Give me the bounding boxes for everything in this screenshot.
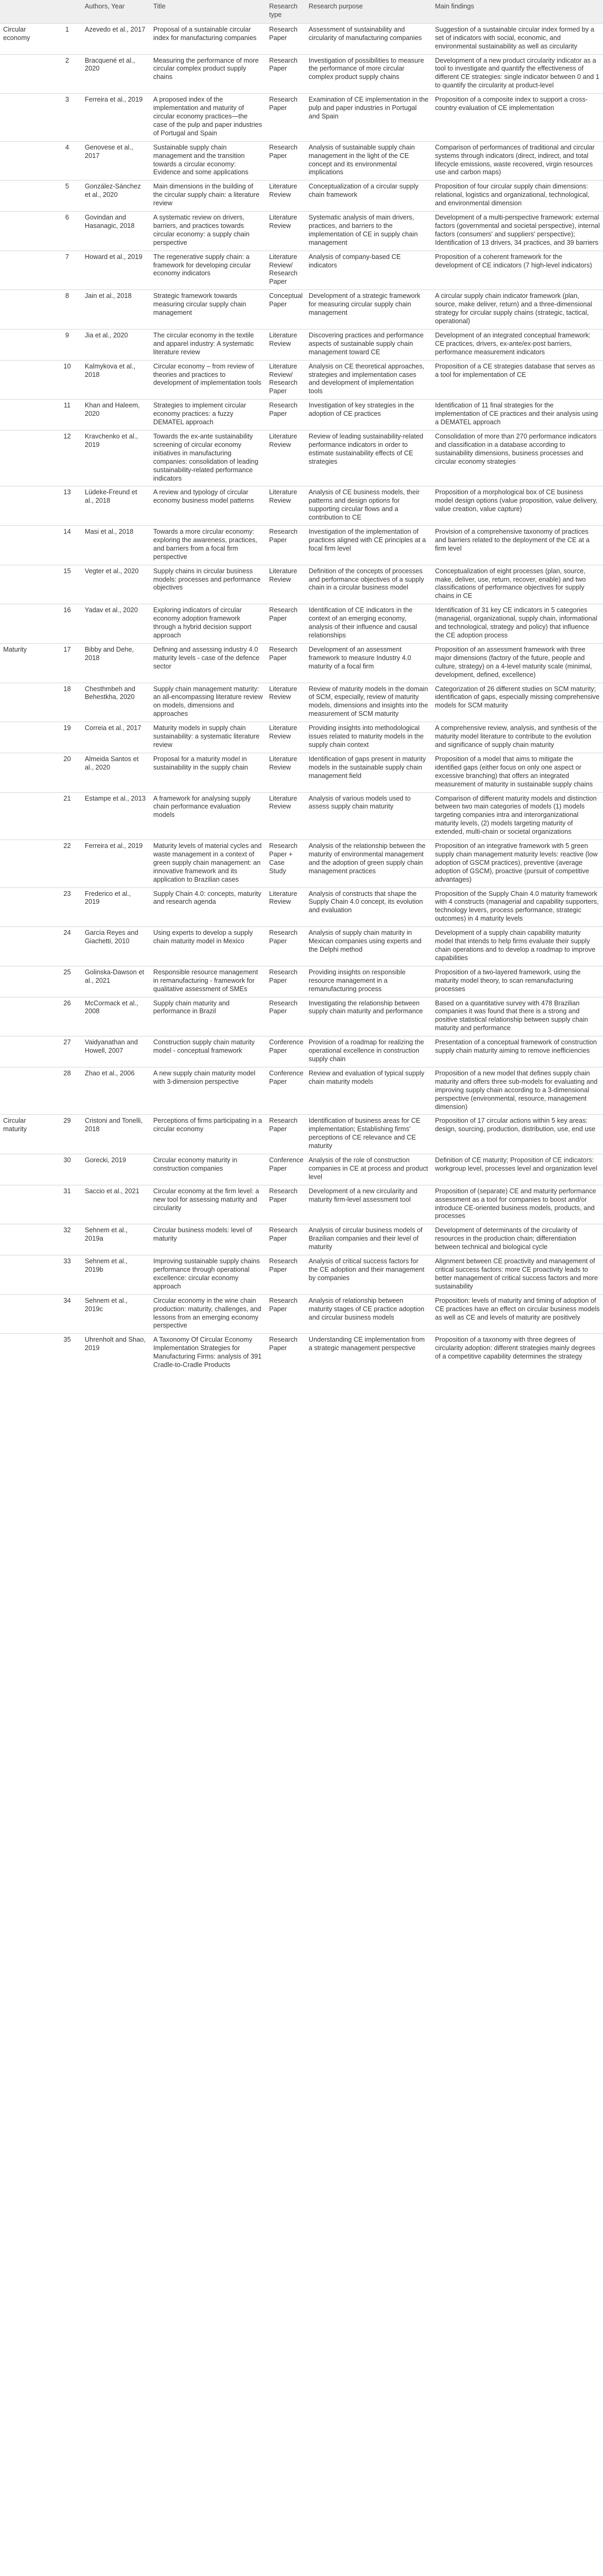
cell-research-purpose: Investigation of possibilities to measure the performance of more circular complex product supply chains	[309, 56, 424, 81]
cell-research-type: Literature Review	[269, 794, 298, 811]
table-row	[0, 181, 603, 212]
cell-authors-year: Zhao et al., 2006	[85, 1069, 135, 1077]
cell-title: The circular economy in the textile and apparel industry: A systematic literature review	[153, 331, 254, 356]
cell-main-findings: Definition of CE maturity; Proposition of CE indicators: workgroup level, processes level and organization level	[435, 1156, 598, 1172]
table-row	[0, 1067, 603, 1115]
cell-authors-year: McCormack et al., 2008	[85, 999, 139, 1015]
table-row	[0, 54, 603, 94]
cell-main-findings: Proposition of an integrative framework with 5 green supply chain management maturity levels: reactive (low adoption of GSCM practices), preventive (average adoption of GSCM), proactive (pursuit of competitive advantages)	[435, 842, 598, 883]
cell-authors-year: Kalmykova et al., 2018	[85, 362, 135, 378]
group-label	[0, 329, 53, 360]
cell-main-findings: Proposition of a morphological box of CE business model design options (value proposition, value delivery, value creation, value capture)	[435, 488, 598, 513]
cell-research-purpose: Analysis of sustainable supply chain management in the light of the CE concept and its environmental implications	[309, 143, 415, 176]
cell-title: Circular economy in the wine chain production: maturity, challenges, and lessons from an emerging economy perspective	[153, 1296, 261, 1330]
cell-main-findings: Suggestion of a sustainable circular index formed by a set of indicators with social, economic, and environmental sustainability as well as circularity	[435, 25, 595, 50]
cell-research-type: Literature Review	[269, 214, 298, 229]
group-label	[0, 722, 53, 753]
cell-research-purpose: Analysis on CE theoretical approaches, strategies and implementation cases and development of implementation tools	[309, 362, 424, 395]
cell-authors-year: Cristoni and Tonelli, 2018	[85, 1117, 143, 1133]
cell-title: Circular business models: level of maturity	[153, 1226, 252, 1243]
group-label	[0, 1294, 53, 1334]
cell-main-findings: Comparison of performances of traditional and circular systems through indicators (direct, indirect, and total lifecycle emissions, waste recovered, virgin resources use and carbon maps)	[435, 143, 595, 176]
cell-authors-year: Sehnem et al., 2019b	[85, 1257, 128, 1273]
table-row	[0, 966, 603, 997]
cell-authors-year: Khan and Haleem, 2020	[85, 402, 140, 418]
cell-authors-year: Sehnem et al., 2019a	[85, 1226, 128, 1243]
header-title: Title	[150, 0, 266, 23]
group-label	[0, 141, 53, 181]
cell-title: Sustainable supply chain management and the transition towards a circular economy: Evidence and some applications	[153, 143, 249, 176]
cell-number: 28	[63, 1069, 71, 1077]
cell-title: Supply chains in circular business models: processes and performance objectives	[153, 567, 261, 592]
cell-authors-year: Jain et al., 2018	[85, 292, 132, 300]
cell-number: 19	[63, 724, 71, 732]
cell-authors-year: Genovese et al., 2017	[85, 143, 133, 159]
group-label	[0, 927, 53, 966]
group-label	[0, 966, 53, 997]
cell-main-findings: Proposition of the Supply Chain 4.0 maturity framework with 4 constructs (managerial and capability supporters, technology levers, process performance, strategic outcomes) in 4 maturity levels	[435, 890, 599, 923]
cell-number: 12	[63, 432, 71, 440]
cell-research-type: Literature Review	[269, 432, 298, 448]
cell-title: Towards a more circular economy: exploring the awareness, practices, and barriers from a focal firm perspective	[153, 528, 258, 561]
cell-number: 7	[65, 253, 69, 261]
cell-title: Supply chain maturity and performance in Brazil	[153, 999, 230, 1015]
group-label	[0, 683, 53, 722]
table-row	[0, 1154, 603, 1185]
table-row	[0, 526, 603, 565]
cell-research-purpose: Analysis of relationship between maturity stages of CE practice adoption and circular business models	[309, 1296, 424, 1321]
cell-title: Strategies to implement circular economy practices: a fuzzy DEMATEL approach	[153, 402, 246, 426]
cell-main-findings: Development of a new product circularity indicator as a tool to investigate and quantify the effectiveness of different CE strategies: single indicator between 0 and 1 to quantify the circularity at product-level	[435, 56, 600, 89]
cell-number: 16	[63, 606, 71, 614]
cell-research-purpose: Provision of a roadmap for realizing the operational excellence in construction supply chain	[309, 1039, 424, 1063]
cell-research-type: Research Paper	[269, 1336, 298, 1352]
cell-research-purpose: Analysis of various models used to assess supply chain maturity	[309, 794, 411, 811]
table-row	[0, 1185, 603, 1224]
group-label	[0, 1185, 53, 1224]
cell-research-purpose: Analysis of constructs that shape the Supply Chain 4.0 concept, its evolution and evaluation	[309, 890, 423, 914]
group-label	[0, 212, 53, 251]
table-row	[0, 329, 603, 360]
cell-main-findings: Development of a multi-perspective framework: external factors (governmental and societal perspective), internal factors (consumers' and suppliers' perspective); Identification of 13 drivers, 34 practices, and 39 barriers	[435, 214, 600, 246]
table-row	[0, 1115, 603, 1154]
cell-main-findings: Proposition of a taxonomy with three degrees of circularity adoption: different strategies mainly degrees of a competitive capability determines the strategy	[435, 1336, 596, 1361]
group-label	[0, 94, 53, 142]
cell-authors-year: Howard et al., 2019	[85, 253, 143, 261]
cell-title: Circular economy – from review of theories and practices to development of implementation tools	[153, 362, 262, 387]
cell-research-purpose: Investigation of key strategies in the adoption of CE practices	[309, 402, 414, 418]
cell-title: Construction supply chain maturity model - conceptual framework	[153, 1039, 255, 1055]
header-research-purpose: Research purpose	[305, 0, 432, 23]
cell-main-findings: Proposition of a model that aims to mitigate the identified gaps (either focus on only one aspect or excessive branching) that offers an integrated measurement of maturity in sustainable supply chains	[435, 755, 593, 788]
cell-research-purpose: Examination of CE implementation in the pulp and paper industries in Portugal and Spain	[309, 96, 429, 120]
cell-research-type: Research Paper	[269, 1187, 298, 1203]
cell-research-type: Research Paper	[269, 1296, 298, 1313]
table-row	[0, 753, 603, 792]
cell-research-purpose: Analysis of CE business models, their patterns and design options for supporting circular flows and a contribution to CE	[309, 488, 420, 522]
cell-authors-year: Govindan and Hasanagic, 2018	[85, 214, 135, 229]
cell-authors-year: Ferreira et al., 2019	[85, 96, 143, 104]
table-row	[0, 643, 603, 683]
cell-main-findings: Conceptualization of eight processes (plan, source, make, deliver, use, return, recover, enable) and two classifications of performance objectives for supply chains in CE	[435, 567, 586, 600]
cell-number: 22	[63, 842, 71, 850]
group-label	[0, 430, 53, 486]
header-number	[53, 0, 82, 23]
group-label: Maturity	[3, 645, 27, 653]
cell-research-purpose: Discovering practices and performance aspects of sustainable supply chain management toward CE	[309, 331, 424, 356]
cell-authors-year: Yadav et al., 2020	[85, 606, 138, 614]
header-row	[0, 0, 603, 23]
group-label	[0, 1255, 53, 1295]
table-row	[0, 94, 603, 142]
cell-research-type: Research Paper	[269, 96, 298, 112]
group-label	[0, 360, 53, 400]
cell-authors-year: Estampe et al., 2013	[85, 794, 146, 802]
group-label	[0, 1334, 53, 1373]
cell-authors-year: Chesthmbeh and Behestkha, 2020	[85, 685, 135, 701]
cell-research-purpose: Analysis of the relationship between the maturity of environmental management and the adoption of green supply chain management practices	[309, 842, 426, 875]
cell-research-purpose: Identification of business areas for CE implementation; Establishing firms' perceptions of CE relevance and CE maturity	[309, 1117, 421, 1150]
cell-number: 10	[63, 362, 71, 370]
cell-main-findings: A comprehensive review, analysis, and synthesis of the maturity model literature to contribute to the evolution and significance of supply chain maturity	[435, 724, 597, 748]
cell-research-purpose: Review and evaluation of typical supply chain maturity models	[309, 1069, 424, 1085]
table-header	[0, 0, 603, 23]
cell-research-purpose: Identification of CE indicators in the context of an emerging economy, analysis of their influence and causal relationships	[309, 606, 417, 639]
cell-research-type: Research Paper	[269, 1117, 298, 1133]
cell-authors-year: Kravchenko et al., 2019	[85, 432, 138, 448]
cell-main-findings: Alignment between CE proactivity and management of critical success factors: more CE proactivity leads to better management of critical success factors and more sustainability	[435, 1257, 598, 1290]
group-label	[0, 486, 53, 526]
cell-research-type: Research Paper	[269, 528, 298, 544]
table-body	[0, 23, 603, 1373]
cell-research-type: Research Paper	[269, 999, 298, 1015]
cell-research-purpose: Analysis of critical success factors for the CE adoption and their management by companies	[309, 1257, 424, 1282]
cell-authors-year: Almeida Santos et al., 2020	[85, 755, 139, 771]
cell-research-type: Research Paper	[269, 1257, 298, 1273]
cell-main-findings: Presentation of a conceptual framework of construction supply chain maturity aiming to remove inefficiencies	[435, 1039, 597, 1055]
cell-research-type: Research Paper	[269, 402, 298, 418]
table-row	[0, 1334, 603, 1373]
cell-number: 14	[63, 528, 71, 536]
cell-research-type: Conference Paper	[269, 1039, 304, 1055]
cell-main-findings: Based on a quantitative survey with 478 Brazilian companies it was found that there is a strong and positive statistical relationship between supply chain maturity and performance	[435, 999, 588, 1032]
cell-title: Maturity levels of material cycles and waste management in a context of green supply chain management: an innovative framework and its application to Brazilian cases	[153, 842, 262, 883]
cell-title: Proposal for a maturity model in sustainability in the supply chain	[153, 755, 248, 771]
cell-number: 4	[65, 143, 69, 151]
group-label	[0, 840, 53, 888]
table-row	[0, 722, 603, 753]
cell-research-type: Conceptual Paper	[269, 292, 303, 308]
cell-number: 23	[63, 890, 71, 897]
cell-number: 13	[63, 488, 71, 496]
cell-main-findings: Proposition of a two-layered framework, using the maturity model theory, to scan remanufacturing processes	[435, 968, 581, 993]
table-row	[0, 430, 603, 486]
cell-research-purpose: Analysis of circular business models of Brazilian companies and their level of maturity	[309, 1226, 423, 1251]
group-label	[0, 400, 53, 431]
cell-number: 1	[65, 25, 69, 33]
cell-main-findings: Proposition of a new model that defines supply chain maturity and offers three sub-models for evaluating and improving supply chain according to a 3-dimensional perspective (environmental, resource, management dimension)	[435, 1069, 598, 1111]
cell-title: Main dimensions in the building of the circular supply chain: a literature review	[153, 183, 260, 207]
cell-research-purpose: Review of leading sustainability-related performance indicators in order to estimate sustainability effects of CE strategies	[309, 432, 423, 465]
table-row	[0, 565, 603, 604]
cell-main-findings: Categorization of 26 different studies on SCM maturity; identification of gaps, especially missing comprehensive models for SCM maturity	[435, 685, 600, 710]
cell-research-type: Research Paper	[269, 143, 298, 159]
cell-research-type: Literature Review	[269, 567, 298, 583]
cell-research-type: Research Paper	[269, 968, 298, 984]
group-label	[0, 1224, 53, 1255]
cell-number: 2	[65, 56, 69, 64]
group-label	[0, 251, 53, 290]
cell-research-type: Literature Review/ Research Paper	[269, 362, 298, 395]
cell-research-type: Research Paper	[269, 606, 298, 623]
table-row	[0, 486, 603, 526]
group-label	[0, 792, 53, 840]
cell-authors-year: Bracquené et al., 2020	[85, 56, 135, 73]
cell-research-type: Literature Review	[269, 890, 298, 906]
cell-title: Towards the ex-ante sustainability screening of circular economy initiatives in manufacturing companies: consolidation of leading sustainability-related performance indicators	[153, 432, 259, 482]
cell-number: 3	[65, 96, 69, 104]
table-row	[0, 23, 603, 54]
cell-research-purpose: Assessment of sustainability and circularity of manufacturing companies	[309, 25, 422, 42]
cell-title: Perceptions of firms participating in a circular economy	[153, 1117, 262, 1133]
cell-number: 25	[63, 968, 71, 976]
table-row	[0, 1255, 603, 1295]
cell-authors-year: Jia et al., 2020	[85, 331, 128, 339]
cell-research-type: Literature Review	[269, 755, 298, 771]
group-label: Circular maturity	[3, 1117, 27, 1133]
cell-main-findings: Proposition of a composite index to support a cross-country evaluation of CE implementation	[435, 96, 588, 112]
cell-title: A systematic review on drivers, barriers, and practices towards circular economy: a supply chain perspective	[153, 214, 250, 246]
cell-research-purpose: Review of maturity models in the domain of SCM, especially, review of maturity models, dimensions and insights into the measurement of SCM maturity	[309, 685, 428, 718]
cell-title: The regenerative supply chain: a framework for developing circular economy indicators	[153, 253, 251, 277]
cell-research-type: Literature Review/ Research Paper	[269, 253, 298, 286]
cell-number: 33	[63, 1257, 71, 1265]
cell-research-type: Research Paper + Case Study	[269, 842, 298, 875]
cell-research-purpose: Development of a new circularity and maturity firm-level assessment tool	[309, 1187, 418, 1203]
cell-title: Defining and assessing industry 4.0 maturity levels - case of the defence sector	[153, 645, 260, 670]
cell-main-findings: Proposition of four circular supply chain dimensions: relational, logistics and organizational, technological, and environmental dimension	[435, 183, 590, 207]
cell-title: A review and typology of circular economy business model patterns	[153, 488, 254, 505]
cell-number: 15	[63, 567, 71, 575]
cell-authors-year: Sehnem et al., 2019c	[85, 1296, 128, 1313]
header-research-type: Research type	[266, 0, 305, 23]
table-row	[0, 1036, 603, 1067]
cell-title: A new supply chain maturity model with 3-dimension perspective	[153, 1069, 255, 1085]
cell-authors-year: Uhrenholt and Shao, 2019	[85, 1336, 146, 1352]
cell-number: 8	[65, 292, 69, 300]
cell-main-findings: Proposition of (separate) CE and maturity performance assessment as a tool for companies to boost and/or introduce CE-oriented business models, products, and processes	[435, 1187, 596, 1220]
cell-number: 11	[63, 402, 71, 410]
cell-authors-year: González-Sánchez et al., 2020	[85, 183, 141, 199]
cell-main-findings: Identification of 31 key CE indicators in 5 categories (managerial, organizational, supply chain, informational and technological, strategy and policy) that influence the CE adoption process	[435, 606, 598, 639]
cell-research-type: Literature Review	[269, 685, 298, 701]
cell-main-findings: A circular supply chain indicator framework (plan, source, make deliver, return) and a three-dimensional strategy for circular supply chains (strategic, tactical, operational)	[435, 292, 592, 325]
cell-main-findings: Development of determinants of the circularity of resources in the production chain; differentiation between technical and biological cycle	[435, 1226, 578, 1251]
group-label: Circular economy	[3, 25, 31, 42]
cell-research-purpose: Providing insights into methodological issues related to maturity models in the supply chain context	[309, 724, 424, 748]
cell-authors-year: Saccio et al., 2021	[85, 1187, 140, 1195]
cell-main-findings: Development of an integrated conceptual framework: CE practices, drivers, ex-ante/ex-post barriers, performance measurement indicators	[435, 331, 591, 356]
cell-research-purpose: Analysis of company-based CE indicators	[309, 253, 401, 269]
cell-research-purpose: Understanding CE implementation from a strategic management perspective	[309, 1336, 425, 1352]
group-label	[0, 526, 53, 565]
cell-title: Maturity models in supply chain sustainability: a systematic literature review	[153, 724, 260, 748]
cell-research-purpose: Development of a strategic framework for measuring circular supply chain management	[309, 292, 421, 317]
table-row	[0, 683, 603, 722]
cell-number: 20	[63, 755, 71, 763]
cell-title: Using experts to develop a supply chain maturity model in Mexico	[153, 929, 253, 945]
group-label	[0, 565, 53, 604]
group-label	[0, 887, 53, 927]
cell-authors-year: Vegter et al., 2020	[85, 567, 139, 575]
cell-authors-year: Vaidyanathan and Howell, 2007	[85, 1039, 138, 1055]
cell-research-type: Research Paper	[269, 56, 298, 73]
cell-main-findings: Comparison of different maturity models and distinction between two main categories of models (1) models targeting companies intra and interorganizational maturity levels, (2) models targeting maturity of extended, multi-chain or societal organizations	[435, 794, 597, 836]
cell-research-purpose: Conceptualization of a circular supply chain framework	[309, 183, 419, 199]
table-row	[0, 251, 603, 290]
cell-main-findings: Proposition of 17 circular actions within 5 key areas: design, sourcing, production, distribution, use, end use	[435, 1117, 596, 1133]
cell-authors-year: García Reyes and Giachetti, 2010	[85, 929, 139, 945]
cell-main-findings: Proposition of a CE strategies database that serves as a tool for implementation of CE	[435, 362, 595, 378]
cell-research-type: Research Paper	[269, 929, 298, 945]
cell-authors-year: Correia et al., 2017	[85, 724, 142, 732]
table-row	[0, 360, 603, 400]
header-group	[0, 0, 53, 23]
cell-number: 30	[63, 1156, 71, 1164]
cell-authors-year: Azevedo et al., 2017	[85, 25, 145, 33]
cell-main-findings: Consolidation of more than 270 performance indicators and classification in a database according to sustainability dimensions, business processes and circular economy strategies	[435, 432, 597, 465]
cell-number: 32	[63, 1226, 71, 1234]
cell-number: 18	[63, 685, 71, 693]
cell-number: 6	[65, 214, 69, 222]
table-row	[0, 290, 603, 330]
cell-number: 5	[65, 183, 69, 191]
cell-authors-year: Ferreira et al., 2019	[85, 842, 143, 850]
cell-main-findings: Proposition of a coherent framework for the development of CE indicators (7 high-level indicators)	[435, 253, 592, 269]
group-label	[0, 753, 53, 792]
cell-title: Circular economy maturity in construction companies	[153, 1156, 238, 1172]
cell-title: A Taxonomy Of Circular Economy Implementation Strategies for Manufacturing Firms: analysis of 391 Cradle-to-Cradle Products	[153, 1336, 262, 1369]
cell-research-type: Literature Review	[269, 488, 298, 505]
cell-title: A framework for analysing supply chain performance evaluation models	[153, 794, 251, 819]
table-row	[0, 927, 603, 966]
cell-research-purpose: Investigating the relationship between supply chain maturity and performance	[309, 999, 423, 1015]
cell-main-findings: Provision of a comprehensive taxonomy of practices and barriers related to the deployment of the CE at a firm level	[435, 528, 590, 552]
cell-research-type: Conference Paper	[269, 1156, 304, 1172]
cell-title: Circular economy at the firm level: a new tool for assessing maturity and circularity	[153, 1187, 259, 1212]
cell-research-type: Research Paper	[269, 645, 298, 662]
cell-title: Exploring indicators of circular economy adoption framework through a hybrid decision support approach	[153, 606, 252, 639]
table-row	[0, 997, 603, 1036]
header-main-findings: Main findings	[432, 0, 603, 23]
cell-title: Responsible resource management in remanufacturing - framework for qualitative assessment of SMEs	[153, 968, 258, 993]
cell-research-purpose: Definition of the concepts of processes and performance objectives of a supply chain in a circular business model	[309, 567, 424, 592]
group-label	[0, 1067, 53, 1115]
table-row	[0, 887, 603, 927]
cell-number: 29	[63, 1117, 71, 1125]
cell-research-purpose: Development of an assessment framework to measure Industry 4.0 maturity of a focal firm	[309, 645, 411, 670]
cell-authors-year: Masi et al., 2018	[85, 528, 134, 536]
cell-number: 9	[65, 331, 69, 339]
cell-number: 21	[63, 794, 71, 802]
cell-authors-year: Lüdeke-Freund et al., 2018	[85, 488, 137, 505]
cell-authors-year: Gorecki, 2019	[85, 1156, 126, 1164]
cell-main-findings: Identification of 11 final strategies for the implementation of CE practices and their analysis using a DEMATEL approach	[435, 402, 598, 426]
cell-title: A proposed index of the implementation and maturity of circular economy practices—the case of the pulp and paper industries of Portugal and Spain	[153, 96, 262, 137]
cell-research-purpose: Identification of gaps present in maturity models in the sustainable supply chain management field	[309, 755, 426, 780]
cell-title: Supply chain management maturity: an all-encompassing literature review on models, dimensions and approaches	[153, 685, 263, 718]
cell-research-purpose: Analysis of the role of construction companies in CE at process and product level	[309, 1156, 428, 1181]
cell-research-purpose: Providing insights on responsible resource management in a remanufacturing process	[309, 968, 406, 993]
cell-research-type: Literature Review	[269, 331, 298, 347]
table-row	[0, 840, 603, 888]
cell-research-type: Conference Paper	[269, 1069, 304, 1085]
cell-main-findings: Proposition of an assessment framework with three major dimensions (factory of the future, people and culture, strategy) on a 4-level maturity scale (minimal, development, defined, excellence)	[435, 645, 592, 678]
cell-main-findings: Development of a supply chain capability maturity model that intends to help firms evaluate their supply chain operations and to develop a roadmap to improve capabilities	[435, 929, 596, 962]
cell-number: 24	[63, 929, 71, 937]
group-label	[0, 1036, 53, 1067]
cell-title: Supply Chain 4.0: concepts, maturity and research agenda	[153, 890, 262, 906]
group-label	[0, 997, 53, 1036]
cell-number: 26	[63, 999, 71, 1007]
table-row	[0, 1294, 603, 1334]
cell-research-type: Literature Review	[269, 183, 298, 199]
cell-title: Strategic framework towards measuring circular supply chain management	[153, 292, 246, 317]
cell-research-type: Research Paper	[269, 25, 298, 42]
cell-authors-year: Golinska-Dawson et al., 2021	[85, 968, 144, 984]
cell-authors-year: Bibby and Dehe, 2018	[85, 645, 134, 662]
cell-research-type: Research Paper	[269, 1226, 298, 1243]
header-authors-year: Authors, Year	[82, 0, 150, 23]
cell-title: Improving sustainable supply chains performance through operational excellence: circular economy approach	[153, 1257, 260, 1290]
cell-research-purpose: Investigation of the implementation of practices aligned with CE principles at a focal firm level	[309, 528, 426, 552]
cell-research-purpose: Analysis of supply chain maturity in Mexican companies using experts and the Delphi method	[309, 929, 422, 953]
group-label	[0, 290, 53, 330]
cell-title: Measuring the performance of more circular complex product supply chains	[153, 56, 259, 81]
cell-number: 34	[63, 1296, 71, 1304]
group-label	[0, 181, 53, 212]
group-label	[0, 604, 53, 644]
cell-number: 31	[63, 1187, 71, 1195]
cell-authors-year: Frederico et al., 2019	[85, 890, 131, 906]
cell-number: 27	[63, 1039, 71, 1046]
cell-research-type: Literature Review	[269, 724, 298, 741]
group-label	[0, 54, 53, 94]
cell-title: Proposal of a sustainable circular index for manufacturing companies	[153, 25, 257, 42]
table-row	[0, 1224, 603, 1255]
table-row	[0, 792, 603, 840]
cell-research-purpose: Systematic analysis of main drivers, practices, and barriers to the implementation of CE in supply chain management	[309, 214, 418, 246]
cell-number: 35	[63, 1336, 71, 1344]
cell-main-findings: Proposition: levels of maturity and timing of adoption of CE practices have an effect on circular business models as well as CE and levels of maturity are positively	[435, 1296, 600, 1321]
table-row	[0, 400, 603, 431]
table-row	[0, 141, 603, 181]
cell-number: 17	[63, 645, 71, 653]
table-row	[0, 604, 603, 644]
group-label	[0, 1154, 53, 1185]
table-row	[0, 212, 603, 251]
